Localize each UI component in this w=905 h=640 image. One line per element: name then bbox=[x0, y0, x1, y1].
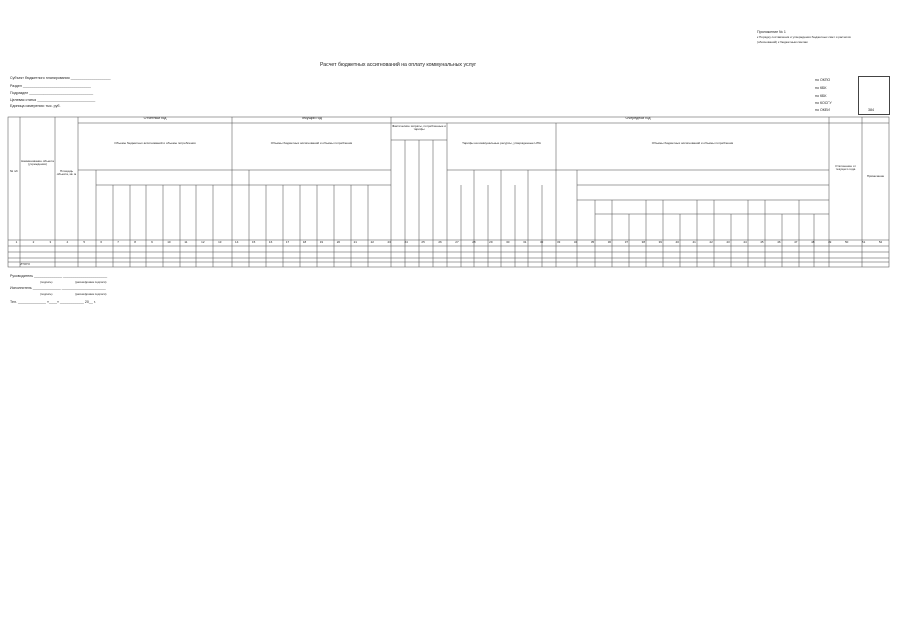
appendix-note: Приложение № 1 bbox=[757, 30, 786, 34]
column-number: 35 bbox=[590, 240, 595, 244]
column-number: 51 bbox=[861, 240, 866, 244]
column-number: 3 bbox=[49, 240, 52, 244]
column-number: 34 bbox=[573, 240, 578, 244]
col-header-note: Примечание bbox=[866, 175, 885, 178]
column-number: 28 bbox=[472, 240, 476, 244]
code-label-okei: по ОКЕИ bbox=[815, 108, 830, 112]
column-number: 4 bbox=[66, 240, 69, 244]
column-number: 31 bbox=[523, 240, 527, 244]
column-number: 45 bbox=[760, 240, 764, 244]
column-number: 2 bbox=[32, 240, 35, 244]
column-number: 16 bbox=[268, 240, 273, 244]
column-number: 38 bbox=[641, 240, 645, 244]
column-number: 13 bbox=[218, 240, 222, 244]
column-number: 10 bbox=[167, 240, 171, 244]
column-number: 49 bbox=[828, 240, 832, 244]
col-header-reported-block: Объемы бюджетных ассигнований и объемы потребления bbox=[114, 142, 196, 145]
field-section: Раздел __________________________________ bbox=[10, 84, 91, 88]
column-number: 20 bbox=[336, 240, 341, 244]
field-subsection: Подраздел ________________________________ bbox=[10, 91, 94, 95]
column-number: 17 bbox=[285, 240, 290, 244]
footer-executor-name-sublabel: (расшифровка подписи) bbox=[75, 292, 107, 296]
column-number: 23 bbox=[387, 240, 391, 244]
column-number: 30 bbox=[506, 240, 510, 244]
column-number: 25 bbox=[421, 240, 425, 244]
column-number: 19 bbox=[319, 240, 324, 244]
column-number: 36 bbox=[607, 240, 612, 244]
column-number: 42 bbox=[709, 240, 713, 244]
column-number: 21 bbox=[353, 240, 357, 244]
column-number: 11 bbox=[184, 240, 188, 244]
column-number: 46 bbox=[777, 240, 781, 244]
footer-head-sign-sublabel: (подпись) bbox=[40, 280, 53, 284]
column-number: 7 bbox=[117, 240, 119, 244]
field-target-article: Целевая статья _____________________________ bbox=[10, 98, 96, 102]
column-number: 40 bbox=[675, 240, 679, 244]
col-header-next-block: Объемы бюджетных ассигнований и объемы потребления bbox=[651, 142, 734, 145]
col-header-name: Наименование объекта (учреждения) bbox=[21, 160, 54, 167]
code-label-okpo: по ОКПО bbox=[815, 78, 831, 82]
total-row-label: ИТОГО bbox=[20, 262, 30, 266]
column-number: 9 bbox=[151, 240, 153, 244]
col-header-growth: Отклонение от текущего года bbox=[835, 165, 856, 172]
code-label-kosgu: по КОСГУ bbox=[815, 101, 832, 105]
column-number: 39 bbox=[658, 240, 662, 244]
column-number: 8 bbox=[134, 240, 136, 244]
group-header-next-year: Очередной год bbox=[625, 117, 651, 120]
column-number: 29 bbox=[489, 240, 493, 244]
column-number: 47 bbox=[794, 240, 798, 244]
column-number: 5 bbox=[83, 240, 86, 244]
field-unit: Единица измерения: тыс. руб. bbox=[10, 104, 61, 108]
appendix-note-line2: к Порядку составления и утверждения бюджетных смет и расчетов bbox=[757, 35, 851, 39]
okei-value: 384 bbox=[868, 108, 874, 112]
column-number: 37 bbox=[624, 240, 629, 244]
col-header-rownum: № п/п bbox=[9, 170, 19, 173]
group-header-current-year: Текущий год bbox=[301, 117, 322, 120]
col-header-forecast-block: Фактические затраты, потребленные и тарифы bbox=[392, 125, 446, 132]
column-number: 24 bbox=[404, 240, 408, 244]
column-number: 12 bbox=[201, 240, 205, 244]
field-planning-subject: Субъект бюджетного планирования ____________________ bbox=[10, 76, 111, 80]
column-number: 48 bbox=[811, 240, 815, 244]
group-header-reported-year: Отчетный год bbox=[143, 117, 167, 120]
column-number: 14 bbox=[235, 240, 239, 244]
footer-executor-sign-sublabel: (подпись) bbox=[40, 292, 53, 296]
column-number: 18 bbox=[302, 240, 307, 244]
column-number: 52 bbox=[878, 240, 883, 244]
footer-executor-line: Исполнитель ______________ ______________________ bbox=[10, 286, 106, 290]
column-number: 6 bbox=[100, 240, 102, 244]
appendix-note-line3: (обоснований) к бюджетным сметам bbox=[757, 40, 808, 44]
column-number: 33 bbox=[556, 240, 561, 244]
code-label-kbk-2: по КБК bbox=[815, 94, 827, 98]
code-label-kbk-1: по КБК bbox=[815, 86, 827, 90]
column-number: 22 bbox=[370, 240, 374, 244]
footer-phone-date-line: Тел. ______________ «____» ____________ 20__ г. bbox=[10, 300, 96, 304]
col-header-tariffs-block: Тарифы на коммунальные ресурсы, утвержденные НПА bbox=[462, 142, 541, 145]
column-number: 1 bbox=[15, 240, 18, 244]
column-number: 41 bbox=[692, 240, 696, 244]
footer-head-name-sublabel: (расшифровка подписи) bbox=[75, 280, 107, 284]
column-number: 32 bbox=[540, 240, 544, 244]
column-number: 27 bbox=[455, 240, 459, 244]
column-number: 43 bbox=[726, 240, 730, 244]
column-number: 44 bbox=[743, 240, 747, 244]
column-numbers-row bbox=[8, 241, 889, 246]
column-number: 50 bbox=[844, 240, 849, 244]
column-number: 26 bbox=[438, 240, 442, 244]
col-header-area: Площадь объекта, кв. м bbox=[56, 170, 77, 177]
column-number: 15 bbox=[251, 240, 256, 244]
document-title: Расчет бюджетных ассигнований на оплату коммунальных услуг bbox=[320, 62, 477, 68]
col-header-current-block: Объемы бюджетных ассигнований и объемы потребления bbox=[270, 142, 353, 145]
footer-head-line: Руководитель ______________ ______________________ bbox=[10, 274, 108, 278]
